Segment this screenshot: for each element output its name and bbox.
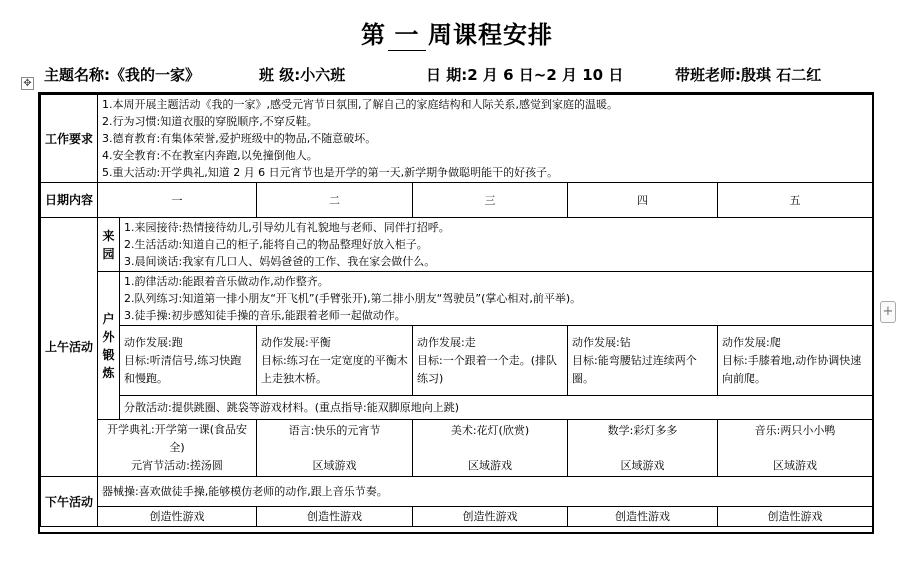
arrival-line: 2.生活活动:知道自己的柜子,能将自己的物品整理好放入柜子。 xyxy=(124,238,428,251)
teacher-value: 殷琪 石二红 xyxy=(741,66,822,84)
date-field xyxy=(426,64,623,85)
motor-dev: 动作发展:跑 xyxy=(124,335,183,349)
motor-goal: 目标:一个跟着一个走。(排队练习) xyxy=(417,353,557,385)
game-cell: 创造性游戏 xyxy=(568,507,718,527)
lesson-main: 音乐:两只小小鸭 xyxy=(754,423,836,437)
lesson-main: 数学:彩灯多多 xyxy=(607,423,678,437)
motor-dev: 动作发展:走 xyxy=(417,335,476,349)
class-label: 班 级: xyxy=(259,66,301,84)
arrival-row xyxy=(41,218,873,272)
days-header-row xyxy=(41,183,873,218)
motor-cell xyxy=(718,326,873,396)
work-line: 2.行为习惯:知道衣服的穿脱顺序,不穿反鞋。 xyxy=(102,115,318,128)
motor-dev: 动作发展:钻 xyxy=(572,335,631,349)
free-activity-row xyxy=(41,396,873,420)
arrival-line: 3.晨间谈话:我家有几口人、妈妈爸爸的工作、我在家会做什么。 xyxy=(124,255,436,268)
work-row xyxy=(41,95,873,183)
work-line: 3.德育教育:有集体荣誉,爱护班级中的物品,不随意破坏。 xyxy=(102,132,377,145)
afternoon-row xyxy=(41,477,873,507)
lesson-extra: 区域游戏 xyxy=(312,458,357,472)
afternoon-content: 器械操:喜欢做徒手操,能够模仿老师的动作,跟上音乐节奏。 xyxy=(98,477,873,507)
teacher-label: 带班老师: xyxy=(675,66,741,84)
day-header: 二 xyxy=(257,183,413,218)
theme-value: 《我的一家》 xyxy=(110,66,201,84)
class-value: 小六班 xyxy=(300,66,346,84)
title-week-number: 一 xyxy=(388,15,426,51)
motor-dev: 动作发展:爬 xyxy=(722,335,781,349)
lessons-row xyxy=(41,420,873,477)
motor-cell xyxy=(413,326,568,396)
page-title xyxy=(0,15,914,51)
morning-label: 上午活动 xyxy=(41,218,98,477)
arrival-content xyxy=(120,218,873,272)
free-activity: 分散活动:提供跳圈、跳袋等游戏材料。(重点指导:能双脚原地向上跳) xyxy=(120,396,873,420)
lesson-cell xyxy=(257,420,413,477)
day-header: 五 xyxy=(718,183,873,218)
games-row xyxy=(41,507,873,527)
work-label: 工作要求 xyxy=(41,95,98,183)
game-cell: 创造性游戏 xyxy=(718,507,873,527)
lesson-extra: 区域游戏 xyxy=(468,458,512,472)
afternoon-label: 下午活动 xyxy=(41,477,98,527)
exercise-line: 3.徒手操:初步感知徒手操的音乐,能跟着老师一起做动作。 xyxy=(124,309,406,322)
motor-dev: 动作发展:平衡 xyxy=(261,335,331,349)
arrival-line: 1.来园接待:热情接待幼儿,引导幼儿有礼貌地与老师、同伴打招呼。 xyxy=(124,221,450,234)
schedule-label: 日期内容 xyxy=(41,183,98,218)
motor-cell xyxy=(257,326,413,396)
game-cell: 创造性游戏 xyxy=(413,507,568,527)
lesson-cell xyxy=(98,420,257,477)
motor-goal: 目标:能弯腰钻过连续两个圈。 xyxy=(572,353,697,385)
arrival-label: 来园 xyxy=(98,218,120,272)
lesson-main: 语言:快乐的元宵节 xyxy=(288,423,381,437)
motor-goal: 目标:练习在一定宽度的平衡木上走独木桥。 xyxy=(261,353,408,385)
lesson-extra: 区域游戏 xyxy=(620,458,665,472)
day-header: 四 xyxy=(568,183,718,218)
theme-field xyxy=(44,64,200,85)
work-content xyxy=(98,95,873,183)
work-line: 1.本周开展主题活动《我的一家》,感受元宵节日氛围,了解自己的家庭结构和人际关系,感觉到家庭的温暖。 xyxy=(102,98,618,111)
lesson-cell xyxy=(413,420,568,477)
lesson-main: 开学典礼:开学第一课(食品安全) xyxy=(107,423,247,454)
class-field xyxy=(259,64,345,85)
motor-row xyxy=(41,326,873,396)
exercise-row xyxy=(41,272,873,326)
game-cell: 创造性游戏 xyxy=(98,507,257,527)
exercise-line: 2.队列练习:知道第一排小朋友“开飞机”(手臂张开),第二排小朋友“驾驶员”(掌心相对,前平举)。 xyxy=(124,292,582,305)
add-column-icon[interactable]: + xyxy=(880,301,896,323)
lesson-extra: 区域游戏 xyxy=(773,458,818,472)
schedule-table xyxy=(40,94,873,527)
lesson-main: 美术:花灯(欣赏) xyxy=(450,423,530,437)
title-suffix: 周课程安排 xyxy=(428,20,553,49)
theme-label: 主题名称: xyxy=(44,66,110,84)
exercise-content xyxy=(120,272,873,326)
title-prefix: 第 xyxy=(361,20,386,49)
teacher-field xyxy=(675,64,821,85)
move-handle-icon[interactable]: ✥ xyxy=(21,77,34,90)
exercise-label: 户外锻炼 xyxy=(98,272,120,420)
motor-cell xyxy=(568,326,718,396)
day-header: 三 xyxy=(413,183,568,218)
motor-goal: 目标:手膝着地,动作协调快速向前爬。 xyxy=(722,353,862,385)
lesson-extra: 元宵节活动:搓汤圆 xyxy=(131,459,223,472)
lesson-cell xyxy=(568,420,718,477)
work-line: 5.重大活动:开学典礼,知道 2 月 6 日元宵节也是开学的第一天,新学期争做聪明能干的好孩子。 xyxy=(102,166,559,179)
game-cell: 创造性游戏 xyxy=(257,507,413,527)
work-line: 4.安全教育:不在教室内奔跑,以免撞倒他人。 xyxy=(102,149,318,162)
date-value: 2 月 6 日~2 月 10 日 xyxy=(467,66,624,84)
lesson-cell xyxy=(718,420,873,477)
exercise-line: 1.韵律活动:能跟着音乐做动作,动作整齐。 xyxy=(124,275,329,288)
date-label: 日 期: xyxy=(426,66,468,84)
motor-cell xyxy=(120,326,257,396)
motor-goal: 目标:听清信号,练习快跑和慢跑。 xyxy=(124,353,242,385)
day-header: 一 xyxy=(98,183,257,218)
